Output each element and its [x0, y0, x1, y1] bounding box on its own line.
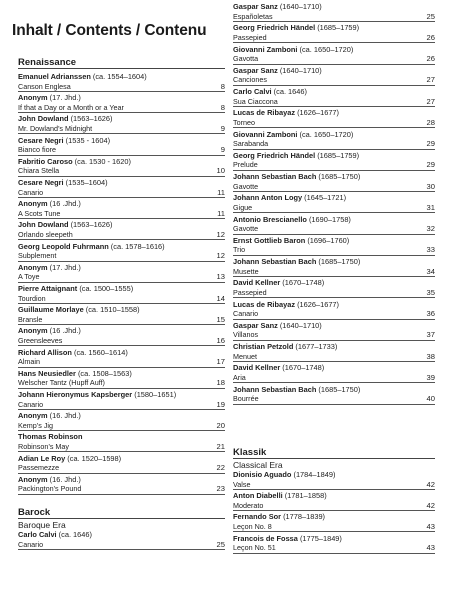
- piece-title: A Toye: [18, 272, 40, 282]
- composer-dates: (ca. 1578–1616): [108, 241, 165, 251]
- composer-name: Georg Friedrich Händel: [233, 23, 316, 33]
- toc-entry[interactable]: [233, 278, 435, 298]
- composer-line: [233, 215, 351, 224]
- toc-entry[interactable]: [233, 193, 435, 213]
- page-number: 16: [216, 335, 225, 345]
- piece-title: Bransle: [18, 314, 43, 324]
- toc-entry[interactable]: [18, 72, 225, 92]
- piece-title: Sarabanda: [233, 139, 269, 148]
- composer-name: Cesare Negri: [18, 135, 64, 145]
- composer-name: Giovanni Zamboni: [233, 129, 298, 139]
- composer-name: David Kellner: [233, 363, 281, 373]
- page-number: 22: [216, 463, 225, 473]
- piece-title: Aria: [233, 372, 246, 382]
- piece-title: Menuet: [233, 351, 257, 361]
- toc-entry[interactable]: [233, 321, 435, 341]
- toc-entry[interactable]: [18, 475, 225, 495]
- page-number: 20: [216, 420, 225, 430]
- composer-name: Carlo Calvi: [18, 530, 57, 539]
- section-header-klassik: [233, 447, 435, 470]
- composer-name: Dionisio Aguado: [233, 470, 292, 479]
- composer-name: Gaspar Sanz: [233, 320, 278, 330]
- composer-line: [18, 93, 81, 102]
- page-number: 40: [426, 394, 435, 403]
- page-number: 39: [426, 372, 435, 382]
- composer-name: Anonym: [18, 474, 48, 484]
- section-header-renaissance: [18, 57, 225, 69]
- toc-entry[interactable]: [18, 199, 225, 219]
- composer-dates: (17. Jhd.): [47, 93, 81, 103]
- toc-entry[interactable]: [18, 326, 225, 346]
- page-number: 25: [216, 539, 225, 549]
- page-number: 21: [216, 441, 225, 451]
- page-number: 14: [216, 293, 225, 303]
- page-number: 43: [426, 543, 435, 553]
- piece-title: Bourrée: [233, 394, 259, 403]
- piece-title: Subplement: [18, 251, 57, 261]
- composer-dates: (ca. 1530 - 1620): [72, 156, 131, 166]
- toc-entry[interactable]: [18, 432, 225, 452]
- page-number: 23: [216, 484, 225, 494]
- composer-name: Johann Sebastian Bach: [233, 172, 317, 181]
- piece-title: Passemezze: [18, 463, 60, 473]
- page-number: 30: [426, 181, 435, 191]
- page-number: 9: [220, 123, 225, 133]
- composer-dates: (1670–1748): [280, 363, 325, 373]
- toc-entry[interactable]: [18, 530, 225, 550]
- piece-title: Canario: [233, 309, 259, 318]
- composer-line: [18, 72, 147, 81]
- composer-name: Francois de Fossa: [233, 533, 298, 543]
- composer-dates: (16. Jhd.): [47, 411, 81, 421]
- composer-dates: (ca. 1650–1720): [297, 129, 354, 139]
- composer-line: [233, 321, 322, 330]
- piece-title: Mr. Dowland’s Midnight: [18, 123, 93, 133]
- composer-name: Pierre Attaignant: [18, 284, 78, 293]
- composer-name: Lucas de Ribayaz: [233, 108, 296, 118]
- page-number: 13: [216, 272, 225, 282]
- composer-name: John Dowland: [18, 114, 69, 124]
- page-number: 26: [426, 32, 435, 42]
- composer-line: [18, 475, 81, 484]
- composer-line: [233, 385, 360, 394]
- composer-line: [18, 369, 132, 378]
- composer-dates: (1784–1849): [291, 470, 336, 479]
- composer-line: [233, 470, 335, 479]
- composer-line: [233, 23, 359, 32]
- composer-line: [233, 45, 353, 54]
- composer-line: [18, 326, 81, 335]
- piece-title: Musette: [233, 266, 259, 276]
- piece-title: Canario: [18, 187, 44, 197]
- composer-dates: (1626–1677): [295, 299, 339, 309]
- page-number: 43: [426, 521, 435, 531]
- page-number: 29: [426, 160, 435, 170]
- page-number: 42: [426, 500, 435, 510]
- composer-line: [18, 348, 128, 357]
- toc-entry[interactable]: [233, 491, 435, 511]
- composer-line: [233, 108, 339, 117]
- composer-line: [18, 284, 133, 293]
- piece-title: Canario: [18, 399, 44, 409]
- section-header-barock: [18, 507, 225, 530]
- composer-name: Giovanni Zamboni: [233, 44, 298, 54]
- composer-dates: (1580–1651): [132, 390, 177, 399]
- composer-line: [18, 263, 81, 272]
- composer-name: Anonym: [18, 199, 48, 209]
- page-number: 42: [426, 479, 435, 489]
- piece-title: Valse: [233, 479, 251, 489]
- composer-line: [18, 432, 82, 441]
- section-title: Renaissance: [18, 57, 225, 69]
- composer-dates: (1535 - 1604): [63, 135, 111, 145]
- toc-entry[interactable]: [18, 369, 225, 389]
- composer-line: [233, 278, 324, 287]
- piece-title: Welscher Tantz (Hupff Auff): [18, 378, 105, 388]
- composer-dates: (1696–1760): [305, 235, 350, 245]
- composer-line: [233, 2, 322, 11]
- piece-title: Canson Englesa: [18, 81, 71, 91]
- piece-title: Passepied: [233, 287, 267, 297]
- page-number: 26: [426, 54, 435, 63]
- composer-name: Johann Sebastian Bach: [233, 384, 317, 394]
- composer-line: [18, 220, 112, 229]
- section-subtitle: Classical Era: [233, 460, 283, 470]
- composer-name: Georg Leopold Fuhrmann: [18, 241, 109, 251]
- composer-dates: (ca. 1508–1563): [75, 368, 132, 378]
- composer-line: [18, 530, 92, 539]
- composer-line: [18, 157, 131, 166]
- toc-entry[interactable]: [18, 242, 225, 262]
- composer-name: Gaspar Sanz: [233, 2, 278, 11]
- toc-entry[interactable]: [18, 411, 225, 431]
- composer-name: Johann Sebastian Bach: [233, 257, 317, 266]
- composer-dates: (1775–1849): [297, 533, 342, 543]
- composer-dates: (ca. 1650–1720): [297, 44, 354, 54]
- page-number: 27: [426, 96, 435, 106]
- piece-title: Bianco fiore: [18, 145, 56, 155]
- composer-line: [233, 172, 360, 181]
- section-subtitle: Baroque Era: [18, 520, 66, 530]
- composer-name: David Kellner: [233, 278, 281, 288]
- section-title: Barock: [18, 507, 225, 519]
- page-title: Inhalt / Contents / Contenu: [12, 22, 207, 39]
- composer-dates: (ca. 1646): [56, 530, 92, 539]
- composer-dates: (1677–1733): [293, 342, 338, 351]
- piece-title: A Scots Tune: [18, 208, 61, 218]
- piece-title: Packington’s Pound: [18, 484, 82, 494]
- composer-dates: (17. Jhd.): [47, 262, 81, 272]
- page-number: 11: [217, 187, 225, 197]
- composer-name: Johann Anton Logy: [233, 193, 303, 203]
- composer-name: Hans Neusiedler: [18, 368, 76, 378]
- composer-dates: (ca. 1554–1604): [90, 72, 147, 81]
- composer-dates: (1640–1710): [277, 320, 322, 330]
- piece-title: Canario: [18, 539, 44, 549]
- page-number: 17: [216, 357, 225, 367]
- composer-name: Cesare Negri: [18, 178, 64, 187]
- composer-line: [18, 199, 81, 208]
- toc-entry[interactable]: [233, 108, 435, 128]
- page-number: 29: [426, 139, 435, 148]
- piece-title: Leçon No. 51: [233, 543, 276, 553]
- composer-name: Anonym: [18, 411, 48, 421]
- piece-title: Gavotte: [233, 181, 259, 191]
- composer-dates: (1778–1839): [281, 512, 326, 522]
- composer-line: [18, 178, 108, 187]
- composer-name: Carlo Calvi: [233, 87, 272, 96]
- toc-entry[interactable]: [18, 93, 225, 113]
- toc-entry[interactable]: [233, 215, 435, 235]
- composer-name: Anonym: [18, 93, 48, 103]
- composer-line: [18, 114, 112, 123]
- composer-dates: (1685–1759): [315, 150, 360, 160]
- toc-entry[interactable]: [233, 300, 435, 320]
- piece-title: Kemp’s Jig: [18, 420, 54, 430]
- composer-name: Thomas Robinson: [18, 432, 83, 442]
- composer-dates: (1685–1759): [315, 23, 360, 33]
- composer-dates: (1535–1604): [63, 178, 108, 187]
- composer-name: Johann Hieronymus Kapsberger: [18, 390, 133, 399]
- composer-line: [233, 193, 346, 202]
- toc-entry[interactable]: [18, 114, 225, 134]
- composer-name: Ernst Gottlieb Baron: [233, 235, 306, 245]
- toc-entry[interactable]: [233, 257, 435, 277]
- toc-entry[interactable]: [18, 284, 225, 304]
- composer-dates: (1685–1750): [316, 257, 361, 266]
- composer-name: Georg Friedrich Händel: [233, 150, 316, 160]
- piece-title: Españoletas: [233, 11, 273, 21]
- page-number: 15: [216, 314, 225, 324]
- page-number: 11: [217, 208, 225, 218]
- piece-title: Sua Ciaccona: [233, 96, 278, 106]
- toc-entry[interactable]: [18, 220, 225, 240]
- composer-dates: (1640–1710): [277, 2, 322, 11]
- piece-title: Orlando sleepeth: [18, 229, 73, 239]
- toc-entry[interactable]: [233, 87, 435, 107]
- toc-entry[interactable]: [233, 45, 435, 65]
- composer-line: [18, 305, 140, 314]
- page-number: 32: [426, 224, 435, 233]
- composer-line: [233, 66, 322, 75]
- composer-name: Guillaume Morlaye: [18, 305, 84, 315]
- page-number: 10: [216, 166, 225, 176]
- toc-entry[interactable]: [233, 342, 435, 362]
- piece-title: Canciones: [233, 75, 267, 85]
- page-number: 37: [426, 330, 435, 340]
- page-number: 33: [426, 245, 435, 255]
- composer-name: Fernando Sor: [233, 512, 282, 522]
- page-number: 35: [426, 287, 435, 297]
- toc-entry[interactable]: [233, 23, 435, 43]
- toc-entry[interactable]: [18, 348, 225, 368]
- composer-line: [233, 130, 353, 139]
- piece-title: Prelude: [233, 160, 258, 170]
- composer-line: [233, 151, 359, 160]
- composer-line: [233, 534, 342, 543]
- toc-entry[interactable]: [233, 512, 435, 532]
- toc-entry[interactable]: [18, 390, 225, 410]
- page-number: 28: [426, 117, 435, 127]
- piece-title: Greensleeves: [18, 335, 63, 345]
- toc-entry[interactable]: [233, 172, 435, 192]
- piece-title: If that a Day or a Month or a Year: [18, 102, 124, 112]
- toc-entry[interactable]: [233, 385, 435, 405]
- toc-entry[interactable]: [18, 305, 225, 325]
- composer-name: Richard Allison: [18, 347, 72, 357]
- piece-title: Trio: [233, 245, 246, 255]
- composer-dates: (1563–1626): [68, 114, 113, 124]
- section-title: Klassik: [233, 447, 435, 459]
- page-number: 18: [216, 378, 225, 388]
- composer-dates: (1685–1750): [316, 172, 361, 181]
- composer-name: Christian Petzold: [233, 342, 294, 351]
- composer-line: [233, 300, 339, 309]
- composer-name: John Dowland: [18, 220, 69, 230]
- composer-line: [233, 342, 337, 351]
- composer-name: Anonym: [18, 262, 48, 272]
- composer-line: [18, 242, 165, 251]
- page-number: 34: [426, 266, 435, 276]
- composer-line: [233, 87, 307, 96]
- composer-dates: (16. Jhd.): [47, 474, 81, 484]
- composer-name: Gaspar Sanz: [233, 65, 278, 75]
- piece-title: Leçon No. 8: [233, 521, 272, 531]
- toc-entry[interactable]: [18, 178, 225, 198]
- composer-dates: (1670–1748): [280, 278, 325, 288]
- composer-dates: (ca. 1500–1555): [77, 284, 134, 293]
- piece-title: Moderato: [233, 500, 264, 510]
- composer-line: [18, 390, 176, 399]
- composer-name: Antonio Brescianello: [233, 214, 307, 224]
- toc-entry[interactable]: [18, 136, 225, 156]
- toc-entry[interactable]: [233, 130, 435, 150]
- page-number: 38: [426, 351, 435, 361]
- composer-dates: (16 .Jhd.): [47, 326, 81, 336]
- piece-title: Gavotta: [233, 54, 259, 63]
- piece-title: Passepied: [233, 32, 267, 42]
- page-number: 12: [216, 229, 225, 239]
- page-number: 8: [220, 81, 225, 91]
- composer-line: [233, 491, 327, 500]
- composer-line: [233, 512, 325, 521]
- piece-title: Tourdion: [18, 293, 46, 303]
- page-number: 9: [220, 145, 225, 155]
- toc-entry[interactable]: [233, 363, 435, 383]
- composer-dates: (ca. 1510–1558): [83, 305, 140, 315]
- composer-line: [18, 136, 110, 145]
- toc-entry[interactable]: [18, 454, 225, 474]
- page-number: 8: [220, 102, 225, 112]
- composer-dates: (1640–1710): [277, 65, 322, 75]
- composer-dates: (ca. 1520–1598): [65, 453, 122, 463]
- page-number: 25: [426, 11, 435, 21]
- composer-name: Adian Le Roy: [18, 453, 66, 463]
- page-number: 19: [216, 399, 225, 409]
- composer-name: Anonym: [18, 326, 48, 336]
- piece-title: Gigue: [233, 202, 253, 212]
- page-number: 31: [426, 202, 435, 212]
- composer-line: [233, 257, 360, 266]
- toc-entry[interactable]: [233, 66, 435, 86]
- composer-name: Lucas de Ribayaz: [233, 299, 296, 309]
- composer-line: [233, 236, 349, 245]
- piece-title: Chiara Stella: [18, 166, 60, 176]
- composer-dates: (1690–1758): [306, 214, 351, 224]
- toc-entry[interactable]: [233, 2, 435, 22]
- composer-line: [18, 454, 121, 463]
- composer-dates: (1685–1750): [316, 384, 361, 394]
- toc-entry[interactable]: [233, 151, 435, 171]
- piece-title: Villanos: [233, 330, 259, 340]
- composer-line: [233, 363, 324, 372]
- piece-title: Torneo: [233, 117, 255, 127]
- composer-dates: (1645–1721): [302, 193, 347, 203]
- piece-title: Robinson’s May: [18, 441, 70, 451]
- composer-dates: (1781–1858): [282, 491, 327, 501]
- composer-name: Fabritio Caroso: [18, 156, 73, 166]
- composer-dates: (ca. 1646): [271, 87, 307, 96]
- composer-name: Anton Diabelli: [233, 491, 283, 501]
- page-number: 36: [426, 309, 435, 318]
- composer-line: [18, 411, 81, 420]
- piece-title: Gavotte: [233, 224, 259, 233]
- toc-entry[interactable]: [18, 157, 225, 177]
- composer-dates: (1626–1677): [295, 108, 339, 118]
- toc-entry[interactable]: [233, 534, 435, 554]
- toc-entry[interactable]: [233, 470, 435, 490]
- toc-entry[interactable]: [18, 263, 225, 283]
- piece-title: Almain: [18, 357, 40, 367]
- composer-dates: (1563–1626): [68, 220, 113, 230]
- composer-dates: (ca. 1560–1614): [71, 347, 128, 357]
- composer-dates: (16 .Jhd.): [47, 199, 81, 209]
- toc-entry[interactable]: [233, 236, 435, 256]
- composer-name: Emanuel Adrianssen: [18, 72, 91, 81]
- page-number: 12: [216, 251, 225, 261]
- page-number: 27: [426, 75, 435, 85]
